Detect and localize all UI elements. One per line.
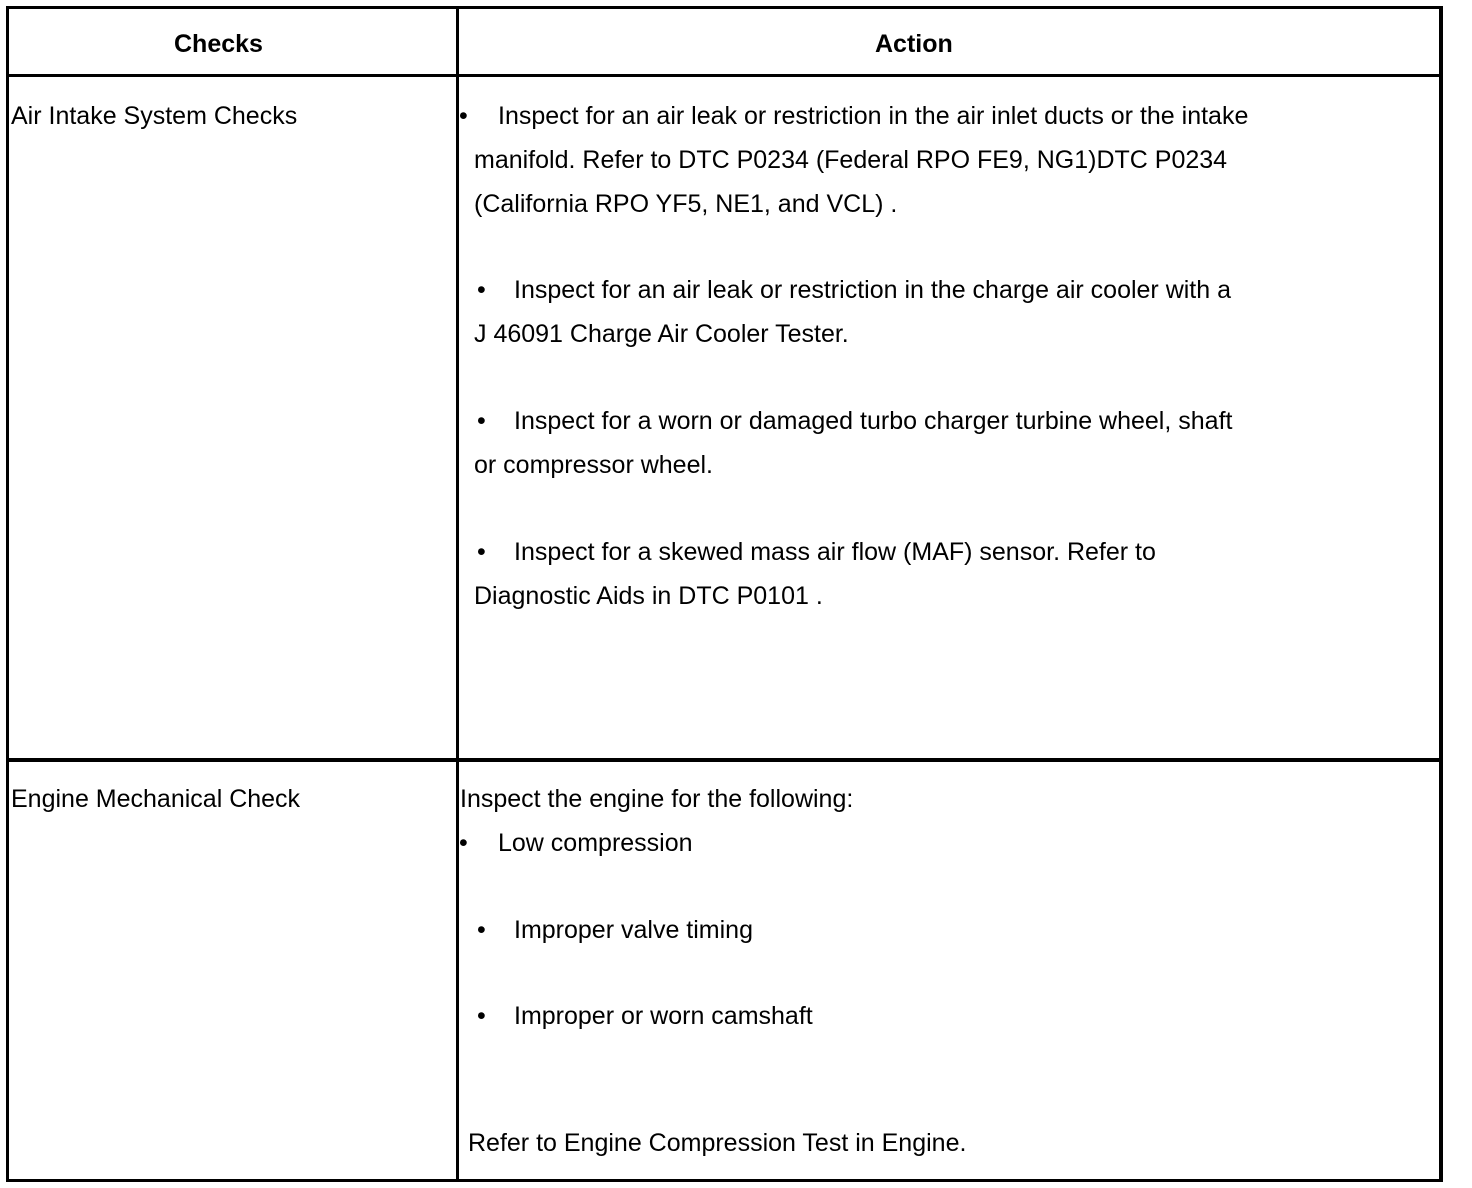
action-line: Diagnostic Aids in DTC P0101 . (474, 582, 823, 610)
table-border-bottom (6, 1179, 1443, 1182)
table-border-right (1439, 6, 1443, 1182)
header-checks: Checks (174, 30, 263, 58)
header-divider (6, 74, 1443, 77)
action-line: manifold. Refer to DTC P0234 (Federal RPO FE9, NG1)DTC P0234 (474, 146, 1228, 174)
action-line: Inspect for a worn or damaged turbo charger turbine wheel, shaft (514, 407, 1233, 435)
action-item: Improper or worn camshaft (514, 1002, 813, 1030)
header-action: Action (875, 30, 953, 58)
table-border-left (6, 6, 9, 1182)
bullet: • (459, 829, 468, 857)
bullet: • (477, 1002, 486, 1030)
action-line: Inspect for an air leak or restriction in the air inlet ducts or the intake (498, 102, 1249, 130)
bullet: • (477, 407, 486, 435)
bullet: • (477, 916, 486, 944)
bullet: • (477, 276, 486, 304)
check-engine-mechanical: Engine Mechanical Check (11, 785, 301, 813)
bullet: • (477, 538, 486, 566)
action-line: Inspect for an air leak or restriction in the charge air cooler with a (514, 276, 1232, 304)
row-divider (6, 758, 1443, 762)
column-divider (456, 6, 459, 1182)
action-line: J 46091 Charge Air Cooler Tester. (474, 320, 849, 348)
action-line: or compressor wheel. (474, 451, 713, 479)
action-item: Low compression (498, 829, 693, 857)
action-item: Improper valve timing (514, 916, 753, 944)
action-line: Inspect for a skewed mass air flow (MAF) sensor. Refer to (514, 538, 1156, 566)
action-line: (California RPO YF5, NE1, and VCL) . (474, 190, 898, 218)
table-border-top (6, 6, 1443, 9)
action-intro: Inspect the engine for the following: (460, 785, 854, 813)
bullet: • (459, 102, 468, 130)
action-footer: Refer to Engine Compression Test in Engine. (468, 1129, 967, 1157)
check-air-intake: Air Intake System Checks (11, 102, 298, 130)
